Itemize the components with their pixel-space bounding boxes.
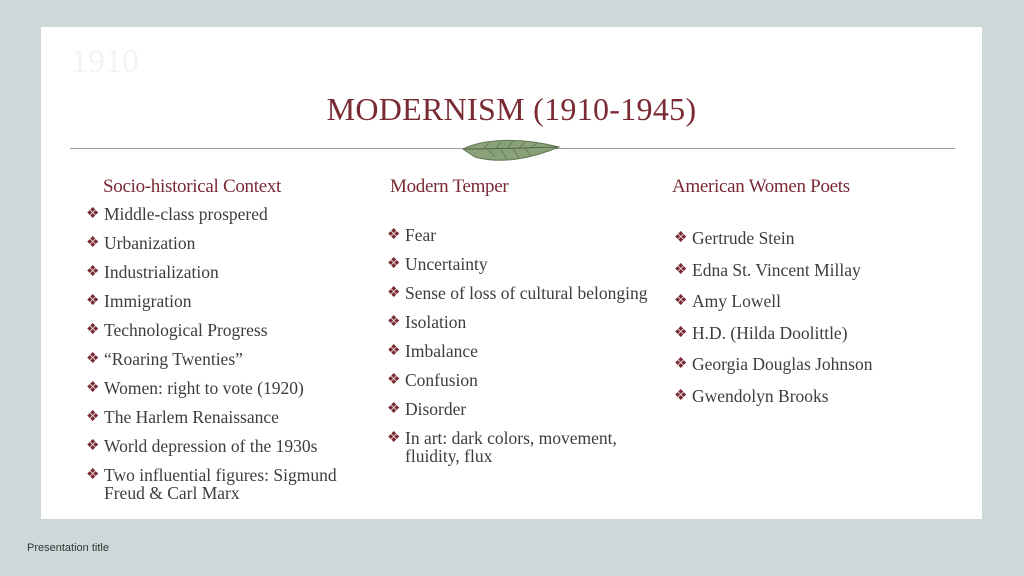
bullet-list [387,226,657,465]
diamond-bullet-icon: ❖ [674,387,688,404]
list-item-text: Immigration [104,291,192,311]
column-american-women-poets [674,176,954,418]
diamond-bullet-icon: ❖ [387,227,401,243]
diamond-bullet-icon: ❖ [674,261,688,278]
list-item-text: Uncertainty [405,254,488,274]
list-item-text: Sense of loss of cultural belonging [405,283,648,303]
list-item [86,466,376,502]
diamond-bullet-icon: ❖ [674,230,688,246]
list-item-text: Fear [405,225,437,245]
list-item-text: Isolation [405,312,467,332]
list-item [674,261,954,279]
bullet-list [86,205,376,502]
list-item [387,255,657,273]
ghost-watermark-text: 1910 [71,43,139,80]
list-item-text: Industrialization [104,262,219,282]
list-item-text: “Roaring Twenties” [104,349,243,369]
diamond-bullet-icon: ❖ [387,314,401,330]
list-item-text: Disorder [405,399,467,419]
list-item [86,379,376,397]
list-item [387,284,657,302]
list-item [387,226,657,244]
diamond-bullet-icon: ❖ [86,322,100,338]
list-item-text: Gertrude Stein [692,228,795,248]
diamond-bullet-icon: ❖ [387,401,401,417]
list-item-text: Amy Lowell [692,291,781,311]
diamond-bullet-icon: ❖ [387,430,401,446]
list-item-text: Two influential figures: Sigmund Freud & Carl Marx [104,465,337,503]
diamond-bullet-icon: ❖ [674,324,688,341]
diamond-bullet-icon: ❖ [86,438,100,454]
diamond-bullet-icon: ❖ [674,293,688,309]
list-item-text: Imbalance [405,341,478,361]
list-item-text: Women: right to vote (1920) [104,378,304,398]
list-item-text: In art: dark colors, movement, fluidity, flux [405,428,617,466]
diamond-bullet-icon: ❖ [387,343,401,359]
list-item-text: Urbanization [104,233,196,253]
list-item-text: Georgia Douglas Johnson [692,354,873,374]
list-item [674,324,954,342]
list-item [86,234,376,252]
diamond-bullet-icon: ❖ [86,351,100,367]
list-item [86,350,376,368]
list-item [387,313,657,331]
list-item-text: Edna St. Vincent Millay [692,259,861,280]
bullet-list [674,229,954,405]
list-item-text: Gwendolyn Brooks [692,385,829,406]
diamond-bullet-icon: ❖ [86,293,100,309]
list-item [86,437,376,455]
diamond-bullet-icon: ❖ [674,356,688,372]
list-item [674,355,954,373]
diamond-bullet-icon: ❖ [86,235,100,251]
diamond-bullet-icon: ❖ [387,285,401,301]
list-item-text: The Harlem Renaissance [104,407,279,427]
list-item [86,205,376,223]
slide-title: MODERNISM (1910-1945) [326,91,697,127]
footer-presentation-title: Presentation title [27,542,109,554]
diamond-bullet-icon: ❖ [387,256,401,272]
list-item-text: World depression of the 1930s [104,436,318,456]
diamond-bullet-icon: ❖ [86,380,100,396]
list-item [86,408,376,426]
list-item-text: Middle-class prospered [104,204,268,224]
column-heading: Modern Temper [390,176,509,197]
list-item [387,342,657,360]
diamond-bullet-icon: ❖ [86,264,100,280]
list-item [674,387,954,405]
diamond-bullet-icon: ❖ [86,467,100,483]
list-item [674,292,954,310]
list-item-text: Confusion [405,370,478,390]
list-item [86,321,376,339]
list-item [86,263,376,281]
list-item [86,292,376,310]
leaf-ornament-icon [461,135,561,167]
list-item [674,229,954,247]
column-modern-temper [387,176,657,476]
diamond-bullet-icon: ❖ [86,409,100,425]
column-heading: American Women Poets [672,176,850,197]
column-heading: Socio-historical Context [103,176,282,197]
diamond-bullet-icon: ❖ [387,372,401,388]
list-item [387,429,657,465]
list-item [387,400,657,418]
list-item [387,371,657,389]
list-item-text: H.D. (Hilda Doolittle) [692,322,848,343]
diamond-bullet-icon: ❖ [86,206,100,222]
column-socio-historical-context [86,176,376,513]
slide [41,27,982,519]
list-item-text: Technological Progress [104,320,268,340]
